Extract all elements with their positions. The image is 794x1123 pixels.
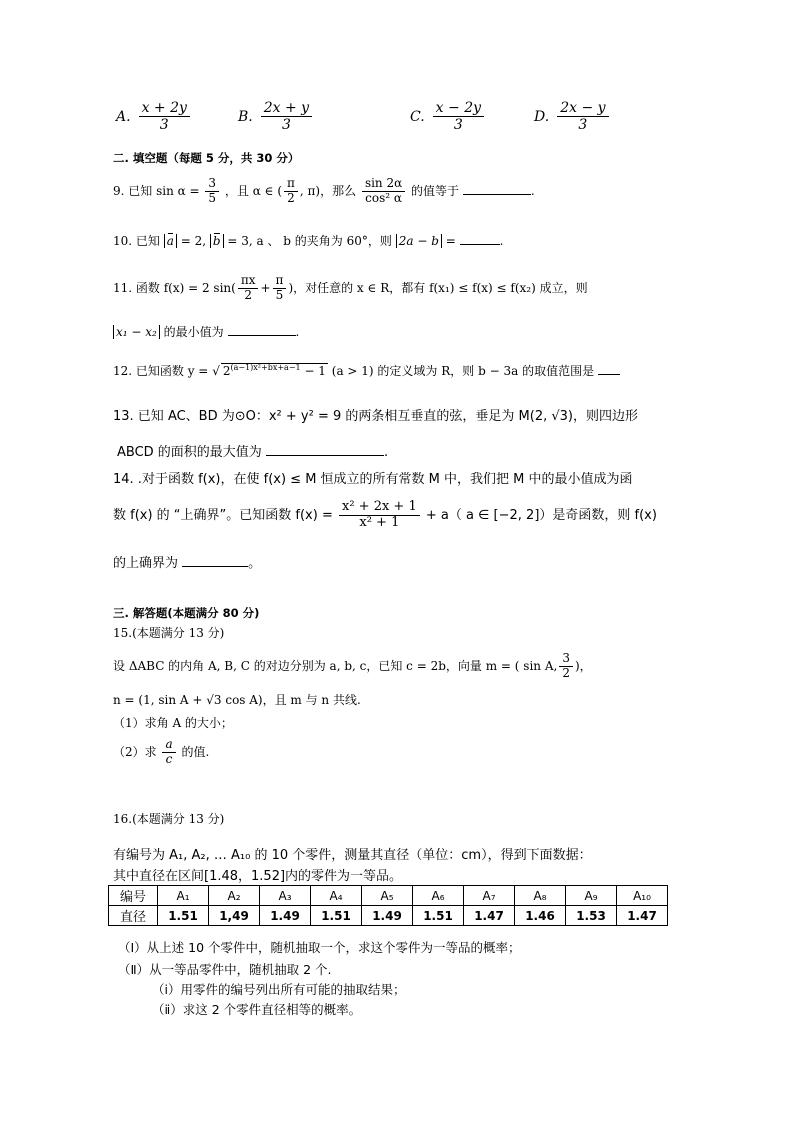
option-label: B. <box>238 108 253 125</box>
question-15-line2: n = (1, sin A + √3 cos A)，且 m 与 n 共线. <box>113 693 361 707</box>
q9-fraction-3-5 <box>205 177 219 206</box>
option-label: C. <box>410 108 425 125</box>
table-header-label: 编号 <box>109 886 158 906</box>
q10-abs-expr: 2a − b <box>396 234 442 248</box>
fraction-denominator: cos² α <box>365 190 402 205</box>
q10-text-b: = 2, <box>180 234 207 248</box>
question-15-title: 15.(本题满分 13 分) <box>113 626 225 640</box>
option-a <box>116 100 192 133</box>
answer-blank <box>266 455 384 456</box>
fraction-numerator: π <box>273 274 287 289</box>
fraction-numerator: πx <box>238 274 259 289</box>
table-cell: A₇ <box>464 886 515 906</box>
q13-text-l2: ABCD 的面积的最大值为 <box>117 445 262 460</box>
fraction-denominator: x² + 1 <box>359 514 400 530</box>
fraction-denominator: 3 <box>453 117 463 134</box>
q15-fraction-a-c <box>162 738 175 767</box>
option-fraction <box>433 100 484 133</box>
table-cell: 1,49 <box>209 906 260 926</box>
question-11 <box>113 274 588 303</box>
table-row-label: 直径 <box>109 906 158 926</box>
q15-text-l1b: m = ( sin A, <box>485 658 558 673</box>
q9-text-d: 的值等于 <box>411 183 460 198</box>
table-cell: A₅ <box>362 886 413 906</box>
q9-text-c: , π)，那么 <box>299 183 357 198</box>
question-15-part1: （1）求角 A 的大小； <box>113 716 233 730</box>
fraction-denominator: 5 <box>208 190 217 205</box>
vector-a: a <box>166 234 174 248</box>
question-16-line1: 有编号为 A₁, A₂, … A₁₀ 的 10 个零件，测量其直径（单位：cm），得到下面数据： <box>113 848 592 863</box>
vector-b: b <box>212 234 221 248</box>
answer-blank <box>228 335 296 336</box>
q10-text-c: = 3, a 、 b 的夹角为 60°，则 <box>227 234 392 248</box>
diameter-table <box>108 885 668 926</box>
q9-text-b: ，且 α ∈ ( <box>224 183 283 198</box>
fraction-denominator: 3 <box>281 117 291 134</box>
question-13: 13. 已知 AC、BD 为⊙O：x² + y² = 9 的两条相互垂直的弦，垂足为 M(2, √3)，则四边形 <box>113 409 638 424</box>
fraction-denominator: 3 <box>159 117 169 134</box>
question-16-line2: 其中直径在区间[1.48，1.52]内的零件为一等品。 <box>113 869 403 884</box>
q15-text-l1a: 设 ΔABC 的内角 A, B, C 的对边分别为 a, b, c，已知 c = 2b，向量 <box>113 658 482 673</box>
table-cell: 1.53 <box>566 906 617 926</box>
question-12: 12. 已知函数 y = √ $2^{(a-1)x^2+bx+a-1} - 1$ (a > 1) 的定义域为 R，则 b − 3a 的取值范围是 <box>113 362 620 379</box>
table-row-ids <box>109 886 668 906</box>
option-label: D. <box>534 108 550 125</box>
table-cell: 1.46 <box>515 906 566 926</box>
table-cell: A₁₀ <box>617 886 668 906</box>
q11-text-d: 的最小值为 <box>163 325 224 339</box>
fraction-numerator: sin 2α <box>362 177 405 192</box>
question-16-part1: （Ⅰ）从上述 10 个零件中，随机抽取一个，求这个零件为一等品的概率； <box>118 940 521 955</box>
fraction-denominator: 2 <box>287 190 295 205</box>
question-11-cont: x₁ − x₂ 的最小值为 . <box>113 323 299 340</box>
q15-text-p2a: （2）求 <box>113 744 157 759</box>
answer-blank <box>182 566 248 567</box>
fraction-denominator: 2 <box>562 665 570 680</box>
q12-minus-one: − 1 <box>304 364 326 378</box>
option-fraction <box>261 100 312 133</box>
q11-fraction-pi-5 <box>273 274 287 303</box>
fraction-denominator: 2 <box>244 287 252 302</box>
q15-fraction-3-2 <box>559 652 573 681</box>
question-14: 14. .对于函数 f(x)，在使 f(x) ≤ M 恒成立的所有常数 M 中，我们把 M 中的最小值成为函 <box>113 472 633 487</box>
question-16-part2-i: （ⅰ）用零件的编号列出所有可能的抽取结果； <box>152 982 406 997</box>
q10-text-a: 10. 已知 <box>113 234 160 248</box>
fraction-denominator: 3 <box>578 117 588 134</box>
table-cell: A₁ <box>158 886 209 906</box>
q9-fraction-sin-cos <box>362 177 405 206</box>
option-fraction <box>557 100 608 133</box>
q15-text-p2b: 的值. <box>181 744 210 759</box>
q11-fraction-pix-2 <box>238 274 259 303</box>
q9-text-a: 9. 已知 sin α = <box>113 183 200 198</box>
fraction-numerator: x² + 2x + 1 <box>339 500 420 516</box>
fraction-numerator: π <box>284 177 298 192</box>
table-cell: 1.47 <box>617 906 668 926</box>
option-b <box>238 100 314 133</box>
q11-abs-expr: x₁ − x₂ <box>113 325 160 339</box>
question-15-line1 <box>113 652 592 681</box>
table-cell: A₆ <box>413 886 464 906</box>
table-cell: A₂ <box>209 886 260 906</box>
section-heading-solve: 三. 解答题(本题满分 80 分) <box>113 606 260 620</box>
table-cell: A₈ <box>515 886 566 906</box>
q14-fraction <box>339 500 420 531</box>
plus-sign: + <box>260 280 271 295</box>
q14-text-l3: 的上确界为 <box>113 556 179 571</box>
fraction-denominator: c <box>165 751 173 766</box>
answer-blank <box>460 244 500 245</box>
question-10: 10. 已知 a = 2, b = 3, a 、 b 的夹角为 60°，则 2a − b = . <box>113 234 504 248</box>
option-d <box>534 100 611 133</box>
table-cell: 1.51 <box>158 906 209 926</box>
q14-text-l2a: 数 f(x) 的 “上确界”。已知函数 f(x) = <box>113 507 333 523</box>
option-c <box>410 100 486 133</box>
question-14-cont <box>113 500 657 531</box>
table-cell: A₄ <box>311 886 362 906</box>
fraction-numerator: 2x − y <box>557 100 608 117</box>
q12-base: 2 <box>222 364 231 378</box>
table-cell: 1.49 <box>260 906 311 926</box>
question-16-title: 16.(本题满分 13 分) <box>113 812 225 826</box>
fraction-numerator: 3 <box>559 652 573 667</box>
q12-text-a: 12. 已知函数 y = <box>113 364 209 378</box>
section-heading-fill-in: 二. 填空题（每题 5 分，共 30 分） <box>113 151 300 165</box>
q11-text-b: )，对任意的 x ∈ R，都有 f(x₁) ≤ f(x) ≤ f(x₂) 成立，则 <box>288 280 588 295</box>
question-16-part2-ii: （ⅱ）求这 2 个零件直径相等的概率。 <box>152 1002 362 1017</box>
answer-blank <box>463 194 531 195</box>
fraction-numerator: a <box>162 738 175 753</box>
q15-text-l1c: )， <box>574 658 592 673</box>
question-14-cont2: 的上确界为 。 <box>113 556 262 571</box>
answer-blank <box>598 374 620 375</box>
question-13-cont: ABCD 的面积的最大值为 . <box>117 445 389 460</box>
option-label: A. <box>116 108 131 125</box>
question-9: 9. 已知 sin α = $\frac{3}{5}$ ，且 α ∈ ( $\frac{\pi}{2}$ , π)，那么 $\frac{\sin 2\alpha}{\text{cos² α}}$ 的值等于 . <box>113 176 535 205</box>
fraction-numerator: 3 <box>205 177 219 192</box>
option-fraction <box>139 100 190 133</box>
table-cell: 1.51 <box>413 906 464 926</box>
table-cell: A₉ <box>566 886 617 906</box>
fraction-numerator: x − 2y <box>433 100 484 117</box>
table-row-values <box>109 906 668 926</box>
table-cell: 1.47 <box>464 906 515 926</box>
fraction-denominator: 5 <box>275 287 284 302</box>
q9-fraction-pi-2 <box>284 177 298 206</box>
question-16-part2: （Ⅱ）从一等品零件中，随机抽取 2 个. <box>118 962 332 977</box>
table-cell: A₃ <box>260 886 311 906</box>
table-cell: 1.51 <box>311 906 362 926</box>
fraction-numerator: 2x + y <box>261 100 312 117</box>
q10-text-e: = <box>445 234 456 248</box>
q12-exponent: (a−1)x²+bx+a−1 <box>230 363 301 372</box>
fraction-numerator: x + 2y <box>139 100 190 117</box>
question-15-part2 <box>113 738 209 767</box>
q12-text-c: (a > 1) 的定义域为 R，则 b − 3a 的取值范围是 <box>331 364 595 378</box>
table-cell: 1.49 <box>362 906 413 926</box>
q11-text-a: 11. 函数 f(x) = 2 sin( <box>113 280 236 295</box>
q14-text-l2b: + a（ a ∈ [−2, 2]）是奇函数，则 f(x) <box>425 507 657 523</box>
